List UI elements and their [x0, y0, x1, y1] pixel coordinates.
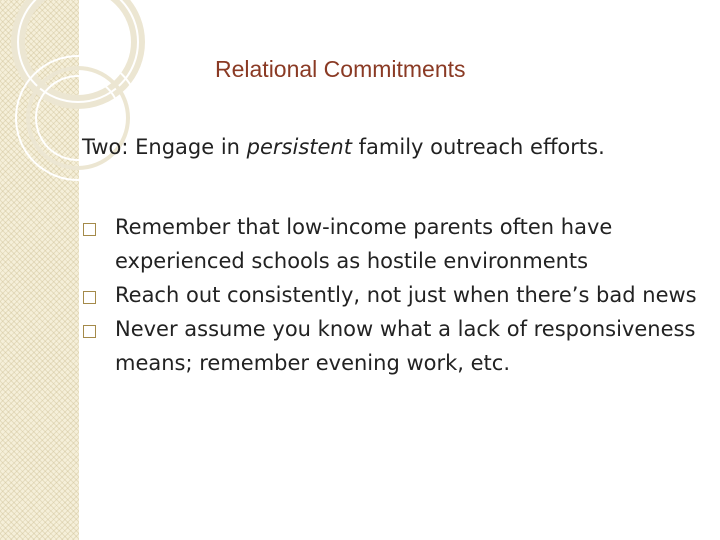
bullet-text: Never assume you know what a lack of responsiveness means; remember evening work, etc.: [115, 317, 696, 375]
subtitle-emphasis: persistent: [246, 135, 352, 159]
bullet-text: Reach out consistently, not just when there’s bad news: [115, 283, 697, 307]
circle-decoration: [0, 0, 200, 220]
slide-title: Relational Commitments: [215, 56, 466, 82]
decor-circle-outer: [18, 0, 138, 102]
subtitle-tail: family outreach efforts.: [351, 135, 605, 159]
slide-subtitle: [82, 135, 605, 159]
square-bullet-icon: [83, 291, 96, 304]
subtitle-lead: Two: Engage in: [82, 135, 247, 159]
bullet-list: [78, 210, 698, 380]
square-bullet-icon: [83, 223, 96, 236]
square-bullet-icon: [83, 325, 96, 338]
bullet-item: [78, 312, 698, 380]
bullet-text: Remember that low-income parents often have experienced schools as hostile environments: [115, 215, 613, 273]
bullet-item: [78, 278, 698, 312]
decor-circle-lower-line: [16, 56, 140, 180]
bullet-item: [78, 210, 698, 278]
